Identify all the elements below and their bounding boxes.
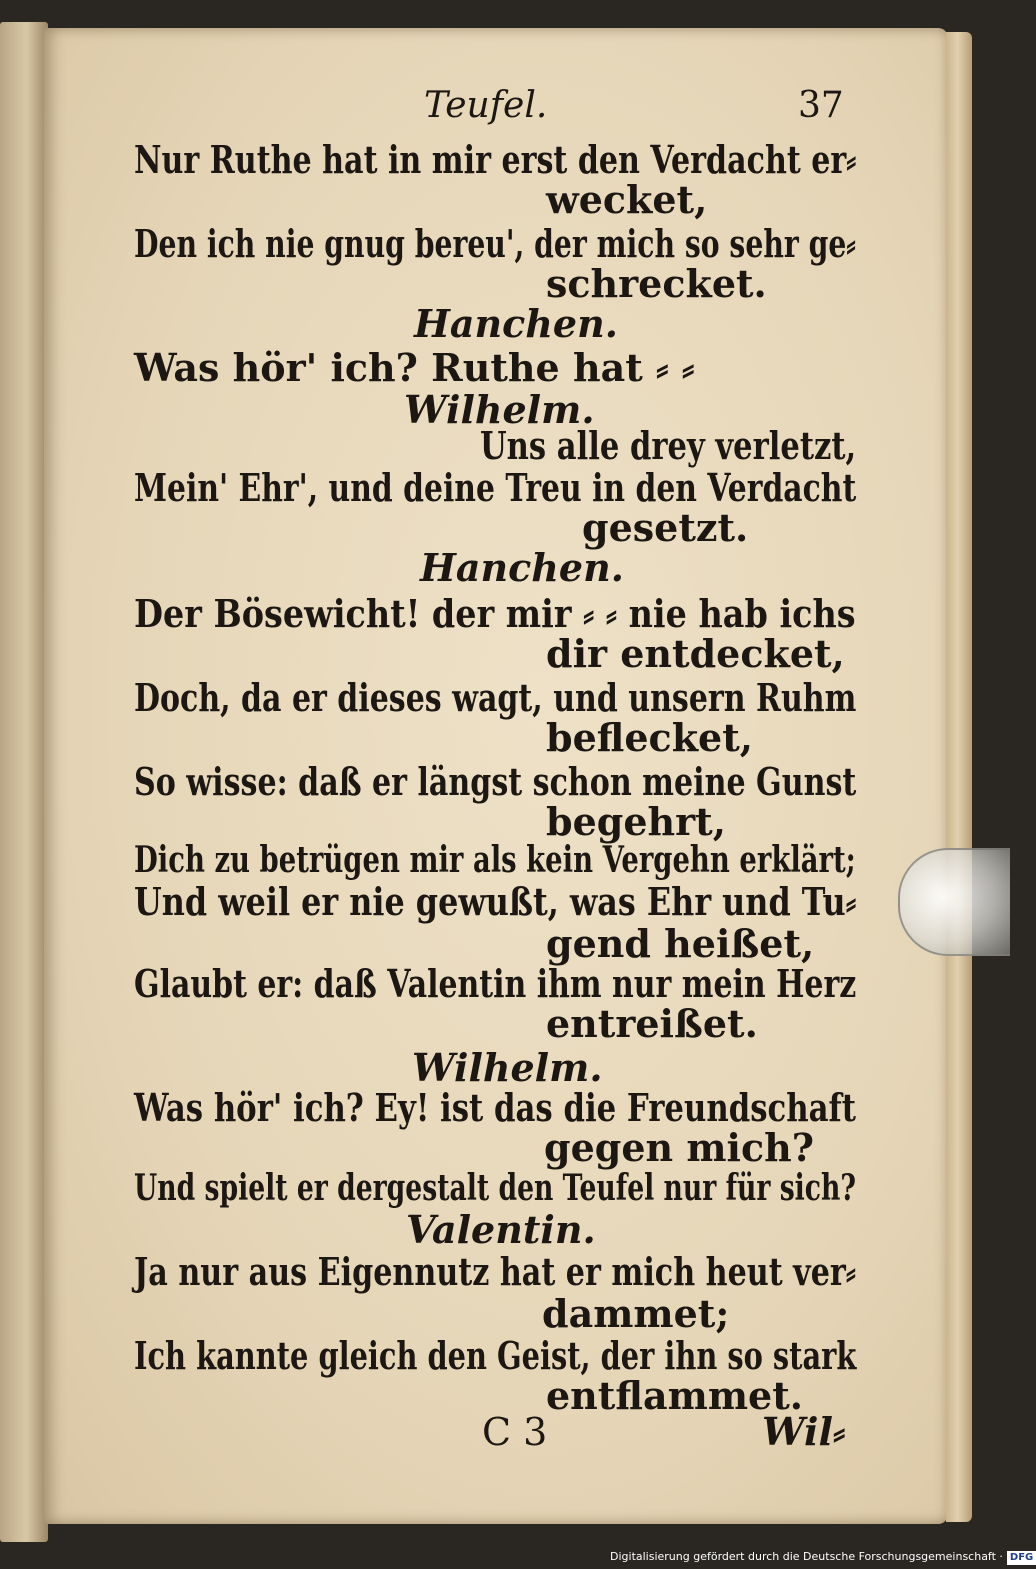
text-line: Und weil er nie gewußt, was Ehr und Tu⸗ [134, 879, 857, 924]
text-line: So wisse: daß er längst schon meine Gunst [134, 759, 857, 804]
dfg-logo: DFG [1007, 1551, 1036, 1565]
page-number: 37 [798, 85, 844, 126]
text-line: Was hör' ich? Ruthe hat ⸗ ⸗ [134, 345, 695, 390]
text-line: gegen mich? [544, 1125, 815, 1170]
text-line: beflecket, [546, 715, 753, 760]
text-line: schrecket. [546, 261, 767, 306]
page-stack-edge [946, 32, 972, 1522]
speaker-name: Valentin. [406, 1207, 596, 1252]
speaker-name: Hanchen. [414, 301, 618, 346]
text-line: wecket, [546, 177, 708, 222]
text-line: Was hör' ich? Ey! ist das die Freundschaft [134, 1085, 856, 1130]
text-line: Der Bösewicht! der mir ⸗ ⸗ nie hab ichs [134, 591, 856, 636]
text-line: Doch, da er dieses wagt, und unsern Ruhm [134, 675, 857, 720]
signature-mark: C 3 [482, 1410, 548, 1454]
text-line: Nur Ruthe hat in mir erst den Verdacht er⸗ [134, 137, 857, 182]
speaker-name: Wilhelm. [412, 1045, 603, 1090]
text-line: gesetzt. [582, 505, 749, 550]
running-head: Teufel. [424, 85, 548, 126]
footer-text: Digitalisierung gefördert durch die Deutsche Forschungsgemeinschaft · [610, 1550, 1003, 1563]
text-line: Glaubt er: daß Valentin ihm nur mein Herz [134, 961, 857, 1006]
text-line: Und spielt er dergestalt den Teufel nur für sich? [134, 1167, 856, 1209]
text-line: Dich zu betrügen mir als kein Vergehn erklärt; [134, 839, 856, 881]
speaker-name: Hanchen. [420, 545, 624, 590]
clip-marker [898, 848, 1010, 956]
text-line: entreißet. [546, 1001, 758, 1046]
text-line: Ja nur aus Eigennutz hat er mich heut ver⸗ [134, 1249, 856, 1294]
text-line: Den ich nie gnug bereu', der mich so sehr ge⸗ [134, 221, 856, 266]
text-line: Mein' Ehr', und deine Treu in den Verdacht [134, 465, 857, 510]
text-line: begehrt, [546, 799, 726, 844]
catchword: Wil⸗ [762, 1409, 846, 1454]
left-page-edge [0, 22, 48, 1542]
text-line: dir entdecket, [546, 631, 845, 676]
speaker-name: Wilhelm. [404, 387, 595, 432]
text-line: gend heißet, [546, 921, 815, 966]
digitization-footer [610, 1547, 1036, 1567]
text-line: entflammet. [546, 1373, 803, 1418]
text-line: Ich kannte gleich den Geist, der ihn so stark [134, 1333, 857, 1378]
text-line: dammet; [542, 1291, 730, 1336]
text-line: Uns alle drey verletzt, [480, 423, 857, 468]
